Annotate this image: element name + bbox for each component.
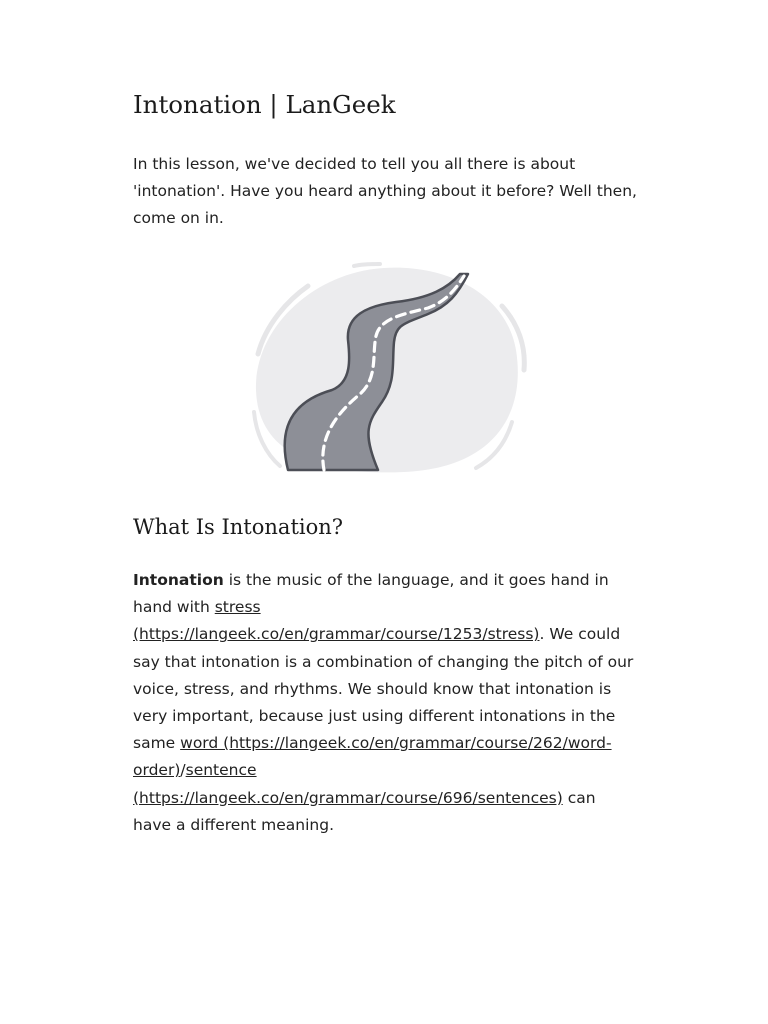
term-intonation: Intonation: [133, 571, 224, 589]
winding-road-icon: [244, 262, 530, 478]
word-order-link[interactable]: word (https://langeek.co/en/grammar/course/262/word-order): [133, 734, 612, 780]
stress-link[interactable]: stress (https://langeek.co/en/grammar/course/1253/stress): [133, 598, 540, 644]
sentences-link[interactable]: sentence (https://langeek.co/en/grammar/course/696/sentences): [133, 761, 563, 807]
intro-paragraph: In this lesson, we've decided to tell you all there is about 'intonation'. Have you heard anything about it before? Well then, come on in.: [133, 155, 637, 228]
section-heading: What Is Intonation?: [133, 515, 344, 539]
body-text-1: is the music of the language, and it goes hand in hand with: [133, 571, 609, 617]
body-paragraph: [133, 567, 638, 839]
body-text-2: . We could say that intonation is a combination of changing the pitch of our voice, stress, and rhythms. We should know that intonation is very important, because just using different intonations in the same: [133, 625, 634, 753]
link-separator: /: [180, 761, 186, 780]
body-text-3: can have a different meaning.: [133, 788, 596, 834]
page-title: Intonation | LanGeek: [133, 90, 396, 119]
